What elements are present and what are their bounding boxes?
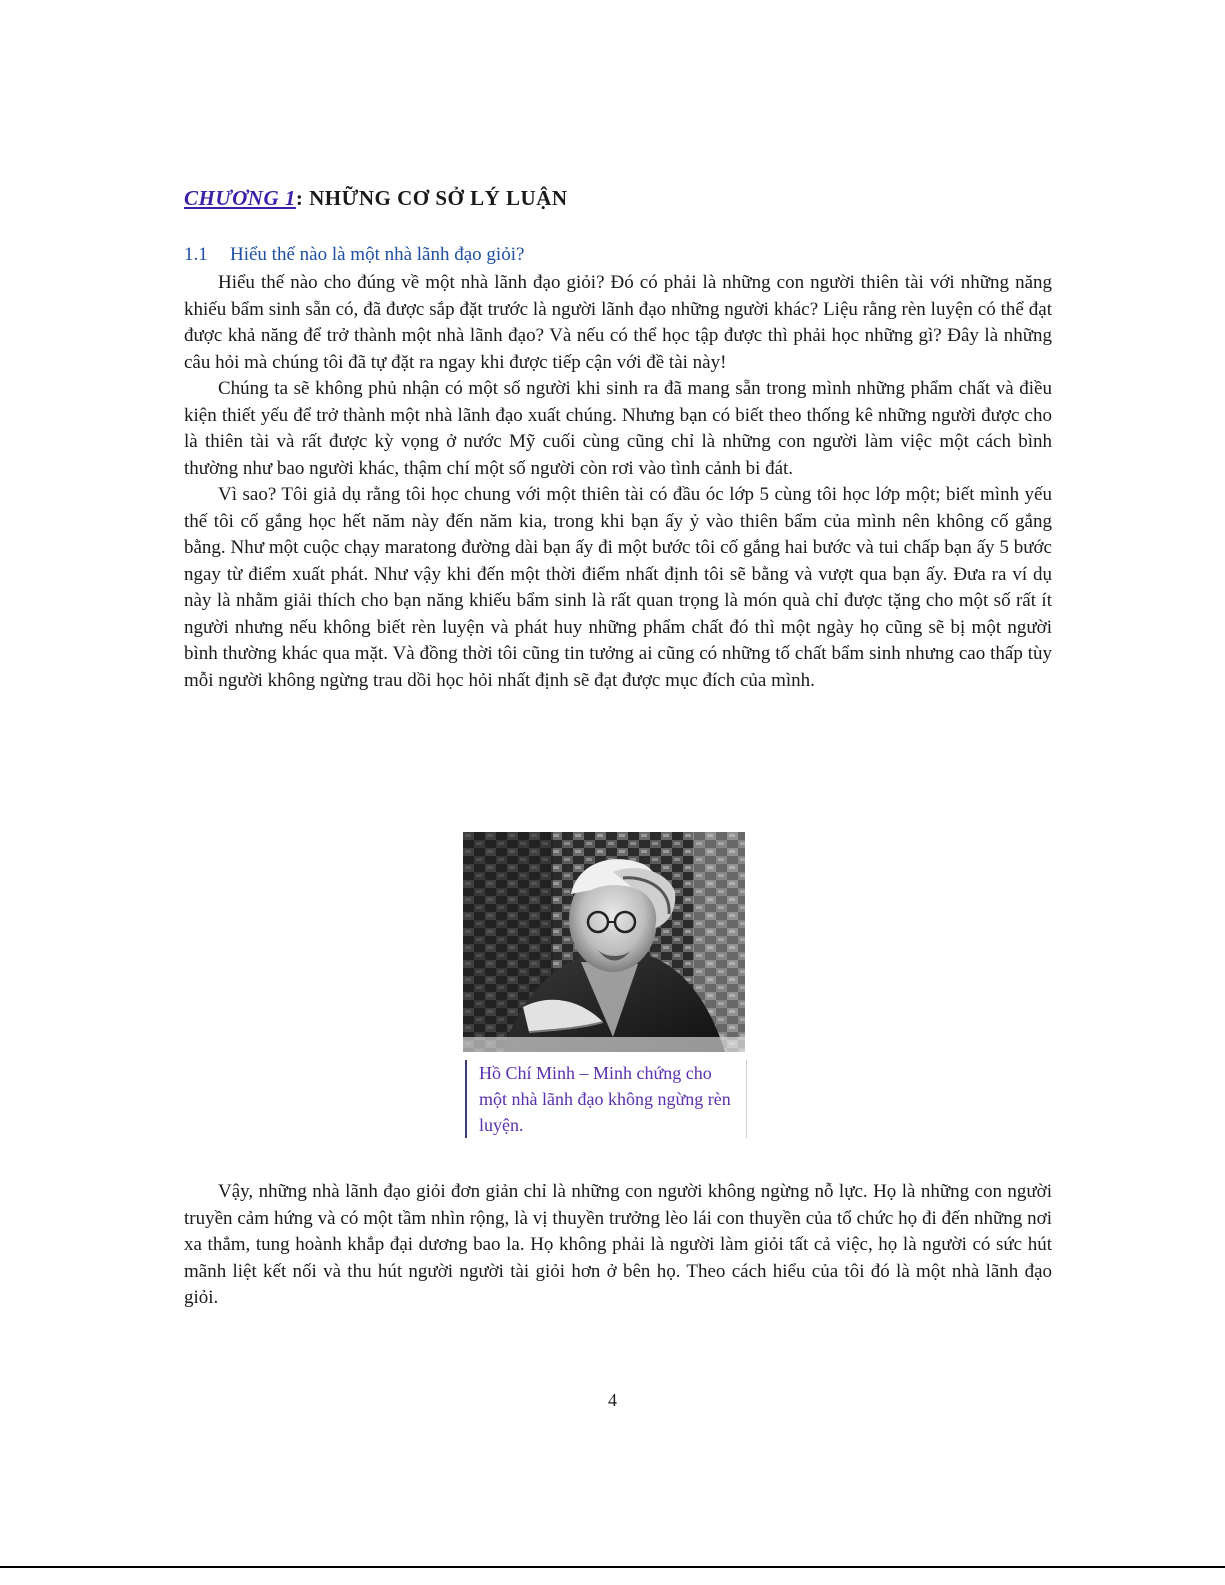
portrait-photo [463, 832, 745, 1052]
section-title: Hiểu thế nào là một nhà lãnh đạo giỏi? [230, 244, 525, 265]
paragraph: Vậy, những nhà lãnh đạo giỏi đơn giản chỉ là những con người không ngừng nỗ lực. Họ là những con người truyền cảm hứng và có một tầm nhìn rộng, là vị thuyền trưởng lèo lái con thuyền của tổ chức họ đi đến những nơi xa thẳm, tung hoành khắp đại dương bao la. Họ không phải là người làm giỏi tất cả việc, họ là người có sức hút mãnh liệt kết nối và thu hút người người tài giỏi hơn ở bên họ. Theo cách hiểu của tôi đó là một nhà lãnh đạo giỏi. [184, 1181, 1052, 1308]
paragraph: Vì sao? Tôi giả dụ rằng tôi học chung với một thiên tài có đầu óc lớp 5 cùng tôi học lớp một; biết mình yếu thế tôi cố gắng học hết năm này đến năm kia, trong khi bạn ấy ỷ vào thiên bẩm của mình nên không cố gắng bằng. Như một cuộc chạy maratong đường dài bạn ấy đi một bước tôi cố gắng hai bước và tui chấp bạn ấy 5 bước ngay từ điểm xuất phát. Như vậy khi đến một thời điểm nhất định tôi sẽ bằng và vượt qua bạn ấy. Đưa ra ví dụ này là nhằm giải thích cho bạn năng khiếu bẩm sinh là rất quan trọng là món quà chỉ được tặng cho một số rất ít người nhưng nếu không biết rèn luyện và phát huy những phẩm chất đó thì một ngày họ cũng sẽ bị một người bình thường khác qua mặt. Và đồng thời tôi cũng tin tưởng ai cũng có những tố chất bẩm sinh nhưng cao thấp tùy mỗi người không ngừng trau dồi học hỏi nhất định sẽ đạt được mục đích của mình. [184, 484, 1052, 691]
chapter-title: NHỮNG CƠ SỞ LÝ LUẬN [309, 186, 568, 210]
closing-text [184, 1179, 1052, 1312]
body-text [184, 270, 1052, 694]
bottom-rule [0, 1566, 1225, 1568]
caption-border [746, 1060, 747, 1138]
section-number: 1.1 [184, 244, 208, 265]
chapter-label: CHƯƠNG 1 [184, 186, 296, 210]
paragraph: Hiểu thế nào cho đúng về một nhà lãnh đạo giỏi? Đó có phải là những con người thiên tài với những năng khiếu bẩm sinh sẵn có, đã được sắp đặt trước là người lãnh đạo những người khác? Liệu rằng rèn luyện có thể đạt được khả năng để trở thành một nhà lãnh đạo? Và nếu có thể học tập được thì phải học những gì? Đây là những câu hỏi mà chúng tôi đã tự đặt ra ngay khi được tiếp cận với đề tài này! [184, 272, 1052, 373]
page-number: 4 [608, 1390, 617, 1410]
section-heading [184, 244, 524, 266]
chapter-separator: : [295, 186, 310, 210]
chapter-heading [184, 186, 568, 211]
caption-text: Hồ Chí Minh – Minh chứng cho một nhà lãnh đạo không ngừng rèn luyện. [479, 1063, 731, 1135]
paragraph: Chúng ta sẽ không phủ nhận có một số người khi sinh ra đã mang sẵn trong mình những phẩm chất và điều kiện thiết yếu để trở thành một nhà lãnh đạo xuất chúng. Nhưng bạn có biết theo thống kê những người được cho là thiên tài và rất được kỳ vọng ở nước Mỹ cuối cùng cũng chỉ là những con người làm việc một cách bình thường như bao người khác, thậm chí một số người còn rơi vào tình cảnh bi đát. [184, 378, 1052, 479]
figure [463, 832, 745, 1138]
figure-caption [465, 1060, 741, 1138]
